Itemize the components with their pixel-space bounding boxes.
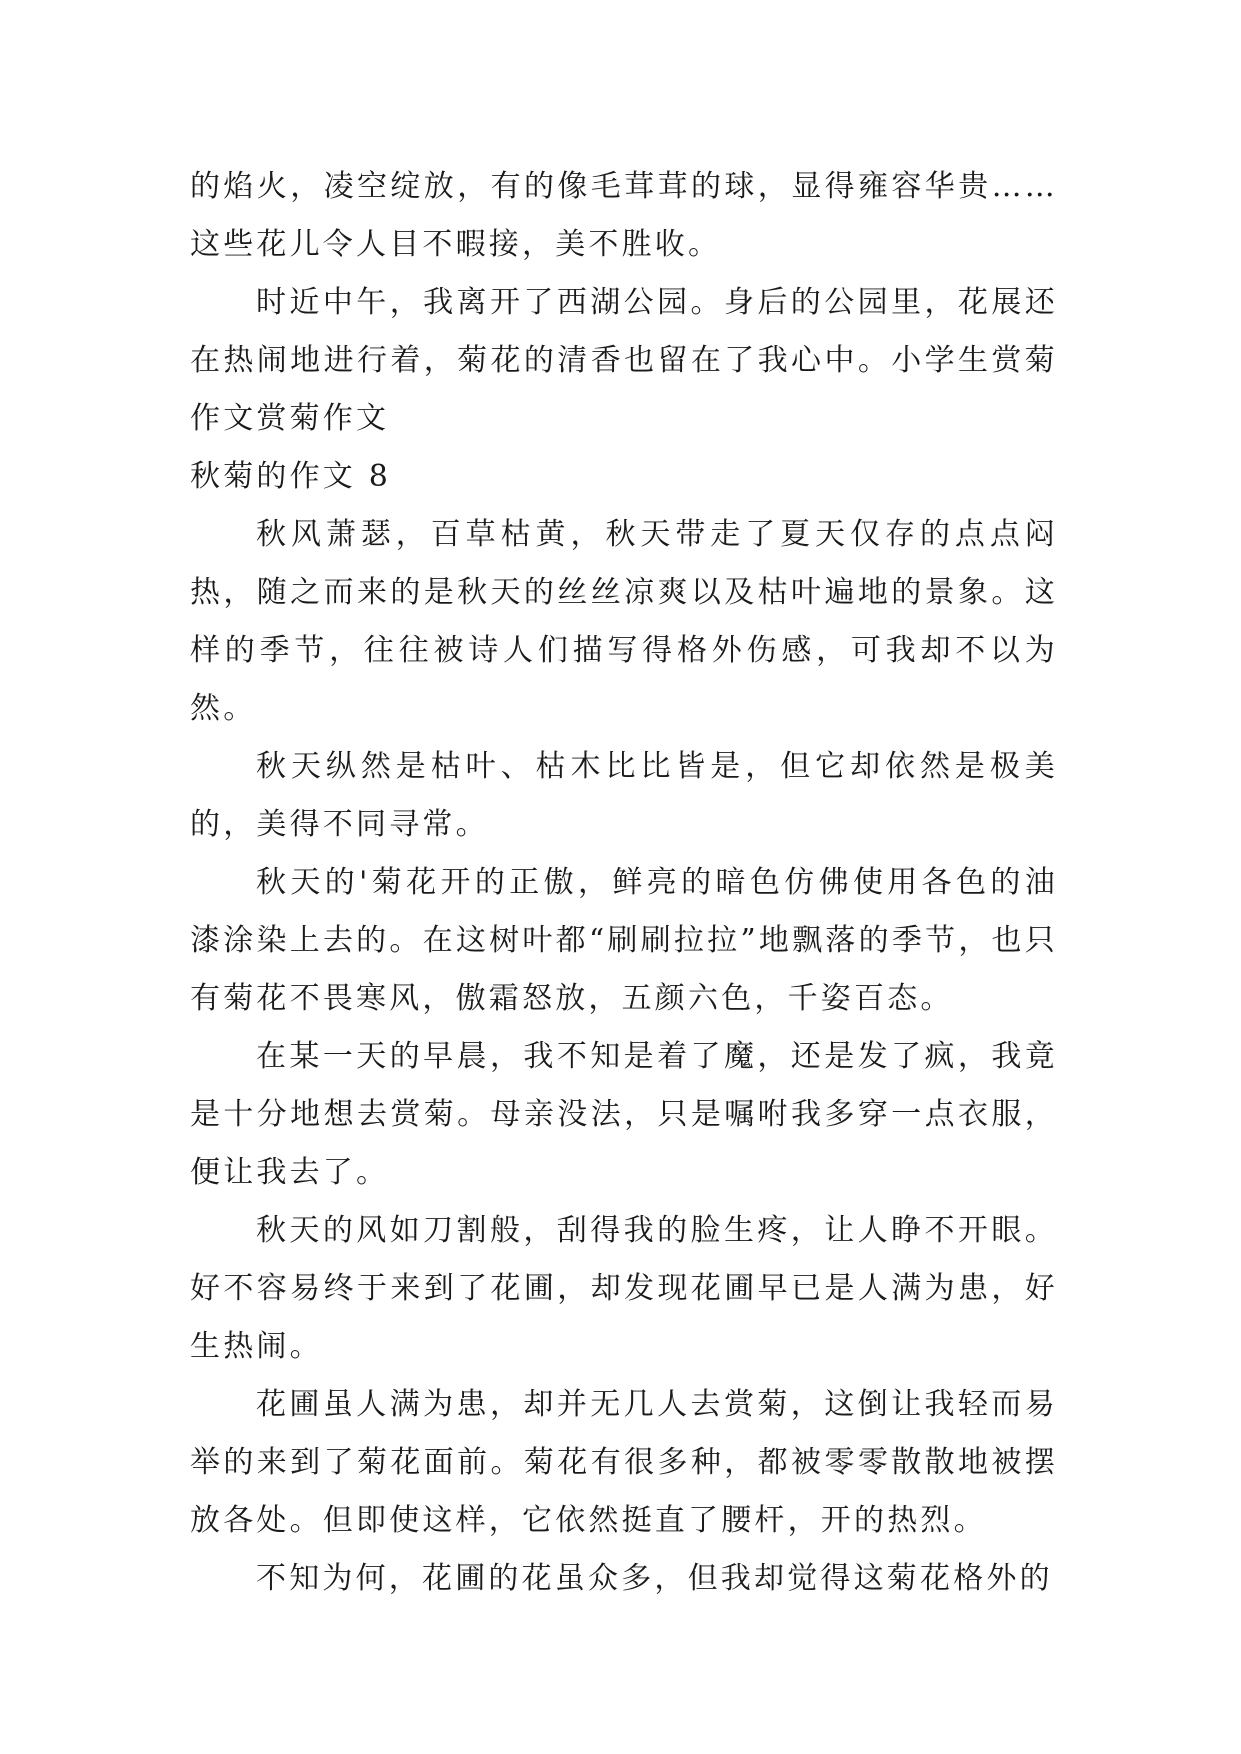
section-title: 秋菊的作文 8 bbox=[190, 459, 392, 494]
paragraph-8: 花圃虽人满为患，却并无几人去赏菊，这倒让我轻而易举的来到了菊花面前。菊花有很多种，都被零零散散地被摆放各处。但即使这样，它依然挺直了腰杆，开的热烈。 bbox=[190, 1387, 1058, 1538]
paragraph-9: 不知为何，花圃的花虽众多，但我却觉得这菊花格外的 bbox=[256, 1561, 1053, 1596]
paragraph-3: 秋风萧瑟，百草枯黄，秋天带走了夏天仅存的点点闷热，随之而来的是秋天的丝丝凉爽以及枯叶遍地的景象。这样的季节，往往被诗人们描写得格外伤感，可我却不以为然。 bbox=[190, 517, 1058, 726]
document-page bbox=[190, 158, 1058, 1608]
paragraph-5: 秋天的'菊花开的正傲，鲜亮的暗色仿佛使用各色的油漆涂染上去的。在这树叶都“刷刷拉拉”地飘落的季节，也只有菊花不畏寒风，傲霜怒放，五颜六色，千姿百态。 bbox=[190, 865, 1058, 1016]
paragraph-1: 的焰火，凌空绽放，有的像毛茸茸的球，显得雍容华贵……这些花儿令人目不暇接，美不胜收。 bbox=[190, 169, 1058, 262]
paragraph-6: 在某一天的早晨，我不知是着了魔，还是发了疯，我竟是十分地想去赏菊。母亲没法，只是嘱咐我多穿一点衣服，便让我去了。 bbox=[190, 1039, 1058, 1190]
paragraph-2: 时近中午，我离开了西湖公园。身后的公园里，花展还在热闹地进行着，菊花的清香也留在了我心中。小学生赏菊作文赏菊作文 bbox=[190, 285, 1058, 436]
paragraph-4: 秋天纵然是枯叶、枯木比比皆是，但它却依然是极美的，美得不同寻常。 bbox=[190, 749, 1058, 842]
paragraph-7: 秋天的风如刀割般，刮得我的脸生疼，让人睁不开眼。好不容易终于来到了花圃，却发现花圃早已是人满为患，好生热闹。 bbox=[190, 1213, 1058, 1364]
